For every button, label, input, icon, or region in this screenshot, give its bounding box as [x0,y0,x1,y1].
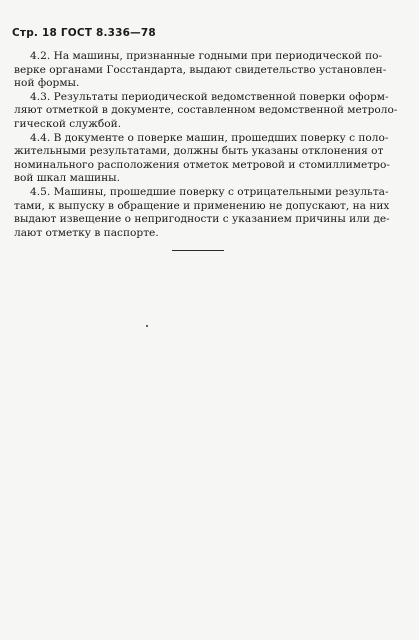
paragraph-text: 4.5. Машины, прошедшие поверку с отрицательными результа- тами, к выпуску в обращение и применению не допускают, на них выдают извещение о непригодности с указанием причины или де- лают отметку в паспорте. [14,185,390,239]
paragraph-4-3 [14,91,404,132]
paragraph-4-5 [14,186,404,240]
document-body [14,50,404,240]
page-header: Стр. 18 ГОСТ 8.336—78 [12,27,156,39]
paragraph-4-2 [14,50,404,91]
paragraph-4-4 [14,132,404,186]
paragraph-text: 4.4. В документе о поверке машин, прошедших поверку с поло- жительными результатами, должны быть указаны отклонения от номинального расположения отметок метровой и стомиллиметро- вой шкал машины. [14,131,390,185]
paragraph-text: 4.3. Результаты периодической ведомственной поверки оформ- ляют отметкой в документе, составленном ведомственной метроло- гической службой. [14,90,398,130]
paragraph-text: 4.2. На машины, признанные годными при периодической по- верке органами Госстандарта, выдают свидетельство установлен- ной формы. [14,50,387,90]
end-rule [172,250,224,251]
scan-speck [146,325,148,327]
